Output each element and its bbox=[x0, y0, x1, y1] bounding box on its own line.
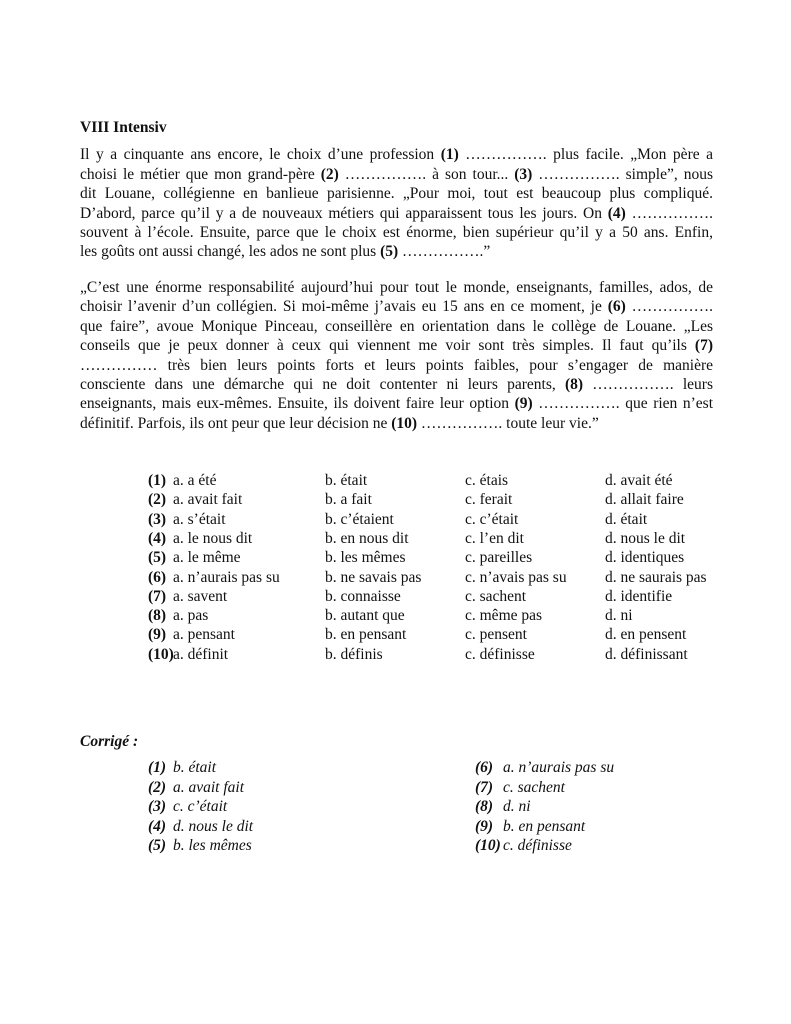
option-a: a. pas bbox=[173, 607, 209, 625]
option-c: c. définisse bbox=[465, 645, 535, 663]
answer-text: a. n’aurais pas su bbox=[503, 759, 615, 776]
gap-number: (3) bbox=[514, 166, 533, 183]
text-line: dit Louane, collégienne en banlieue parisienne. „Pour moi, tout est beaucoup plus compliqué. bbox=[80, 185, 713, 202]
answer-text: b. les mêmes bbox=[173, 837, 252, 854]
option-a: a. n’aurais pas su bbox=[173, 568, 280, 586]
option-d: d. allait faire bbox=[605, 491, 684, 509]
answer-number: (10) bbox=[475, 837, 501, 854]
option-a: a. a été bbox=[173, 472, 217, 489]
option-a: a. définit bbox=[173, 645, 229, 663]
option-a: a. pensant bbox=[173, 626, 235, 644]
option-c: c. pensent bbox=[465, 626, 527, 644]
option-b: b. les mêmes bbox=[325, 549, 406, 567]
answer-number: (8) bbox=[475, 798, 494, 815]
option-b: b. connaisse bbox=[325, 587, 401, 605]
answer-text: d. nous le dit bbox=[173, 817, 254, 835]
option-a: a. le nous dit bbox=[173, 529, 253, 547]
text-line: souvent à l’école. Ensuite, parce que le choix est énorme, bien supérieur qu’il y a 50 ans. Enfin, bbox=[80, 224, 713, 241]
option-number: (1) bbox=[148, 472, 167, 489]
answer-number: (4) bbox=[148, 817, 167, 835]
answer-text: b. était bbox=[173, 759, 217, 776]
text-line: définitif. Parfois, ils ont peur que leur décision ne (10) ……………. toute leur vie.” bbox=[80, 415, 599, 432]
option-c: c. sachent bbox=[465, 587, 527, 605]
option-c: c. l’en dit bbox=[465, 529, 524, 547]
option-d: d. ni bbox=[605, 607, 633, 625]
option-number: (7) bbox=[148, 587, 167, 605]
text-line: …………… très bien leurs points forts et leurs points faibles, pour s’engager de manière bbox=[80, 357, 713, 374]
option-c: c. n’avais pas su bbox=[465, 568, 567, 586]
gap-number: (9) bbox=[514, 395, 533, 412]
text-line: les goûts ont aussi changé, les ados ne sont plus (5) …………….” bbox=[80, 243, 491, 260]
answer-number: (3) bbox=[148, 798, 167, 815]
gap-number: (1) bbox=[440, 146, 459, 163]
gap-number: (10) bbox=[391, 415, 418, 432]
answer-number: (2) bbox=[148, 778, 167, 796]
option-b: b. a fait bbox=[325, 491, 372, 509]
option-a: a. s’était bbox=[173, 510, 226, 528]
option-b: b. en pensant bbox=[325, 626, 407, 644]
option-d: d. identiques bbox=[605, 549, 685, 567]
option-b: b. ne savais pas bbox=[325, 568, 422, 586]
option-a: a. avait fait bbox=[173, 491, 243, 509]
gap-number: (4) bbox=[607, 205, 626, 222]
option-d: d. nous le dit bbox=[605, 529, 686, 547]
text-line: que faire”, avoue Monique Pinceau, conseillère en orientation dans le collège de Louane. „Les bbox=[80, 318, 713, 335]
answer-text: a. avait fait bbox=[173, 778, 245, 796]
option-a: a. le même bbox=[173, 549, 241, 567]
answer-number: (5) bbox=[148, 837, 167, 854]
option-b: b. était bbox=[325, 472, 368, 489]
option-number: (8) bbox=[148, 607, 167, 625]
option-b: b. c’étaient bbox=[325, 510, 394, 528]
option-d: d. identifie bbox=[605, 587, 673, 605]
option-b: b. en nous dit bbox=[325, 529, 409, 547]
text-line: consciente dans une démarche qui ne doit contenter ni leurs parents, (8) ……………. leurs bbox=[80, 376, 713, 393]
option-d: d. définissant bbox=[605, 645, 688, 663]
text-line: Il y a cinquante ans encore, le choix d’une profession (1) ……………. plus facile. „Mon père a bbox=[80, 146, 713, 163]
option-b: b. autant que bbox=[325, 607, 405, 625]
answer-text: d. ni bbox=[503, 798, 531, 815]
option-c: c. ferait bbox=[465, 491, 513, 509]
gap-number: (8) bbox=[564, 376, 584, 393]
exercise-title: VIII Intensiv bbox=[80, 119, 167, 136]
option-c: c. étais bbox=[465, 472, 509, 489]
answer-number: (7) bbox=[475, 778, 494, 796]
option-number: (10) bbox=[148, 645, 174, 663]
option-number: (3) bbox=[148, 510, 167, 528]
option-d: d. ne saurais pas bbox=[605, 568, 707, 586]
answer-text: c. c’était bbox=[173, 798, 228, 815]
answer-text: b. en pensant bbox=[503, 817, 586, 835]
option-d: d. avait été bbox=[605, 472, 673, 489]
option-number: (2) bbox=[148, 491, 167, 509]
option-b: b. définis bbox=[325, 645, 383, 663]
text-line: choisi le métier que mon grand-père (2) ……………. à son tour... (3) ……………. simple”, nous bbox=[80, 166, 713, 183]
text-line: „C’est une énorme responsabilité aujourd’hui pour tout le monde, enseignants, familles, ados, de bbox=[80, 279, 713, 296]
option-d: d. était bbox=[605, 510, 648, 528]
option-a: a. savent bbox=[173, 587, 228, 605]
answer-number: (6) bbox=[475, 759, 494, 776]
option-number: (9) bbox=[148, 626, 167, 644]
option-c: c. même pas bbox=[465, 607, 543, 625]
option-number: (6) bbox=[148, 568, 167, 586]
gap-number: (7) bbox=[694, 337, 713, 354]
option-number: (4) bbox=[148, 529, 167, 547]
gap-number: (2) bbox=[320, 166, 339, 183]
gap-number: (5) bbox=[380, 243, 399, 260]
option-number: (5) bbox=[148, 549, 167, 567]
text-line: conseils que je peux donner à ceux qui viennent me voir sont très simples. Il faut qu’ils (7) bbox=[80, 337, 713, 354]
text-line: D’abord, parce qu’il y a de nouveaux métiers qui apparaissent tous les jours. On (4) ……………. bbox=[80, 205, 714, 222]
answer-number: (1) bbox=[148, 759, 167, 776]
option-c: c. c’était bbox=[465, 510, 519, 528]
text-line: choisir l’avenir d’un collégien. Si moi-même j’avais eu 15 ans en ce moment, je (6) ……………. bbox=[80, 298, 713, 315]
answers-heading: Corrigé : bbox=[80, 733, 139, 750]
answer-number: (9) bbox=[475, 817, 494, 835]
option-c: c. pareilles bbox=[465, 549, 533, 567]
option-d: d. en pensent bbox=[605, 626, 687, 644]
answer-text: c. définisse bbox=[503, 837, 572, 854]
gap-number: (6) bbox=[607, 298, 626, 315]
answer-text: c. sachent bbox=[503, 778, 565, 796]
text-line: enseignants, mais eux-mêmes. Ensuite, ils doivent faire leur option (9) ……………. que rien n’est bbox=[80, 395, 714, 412]
